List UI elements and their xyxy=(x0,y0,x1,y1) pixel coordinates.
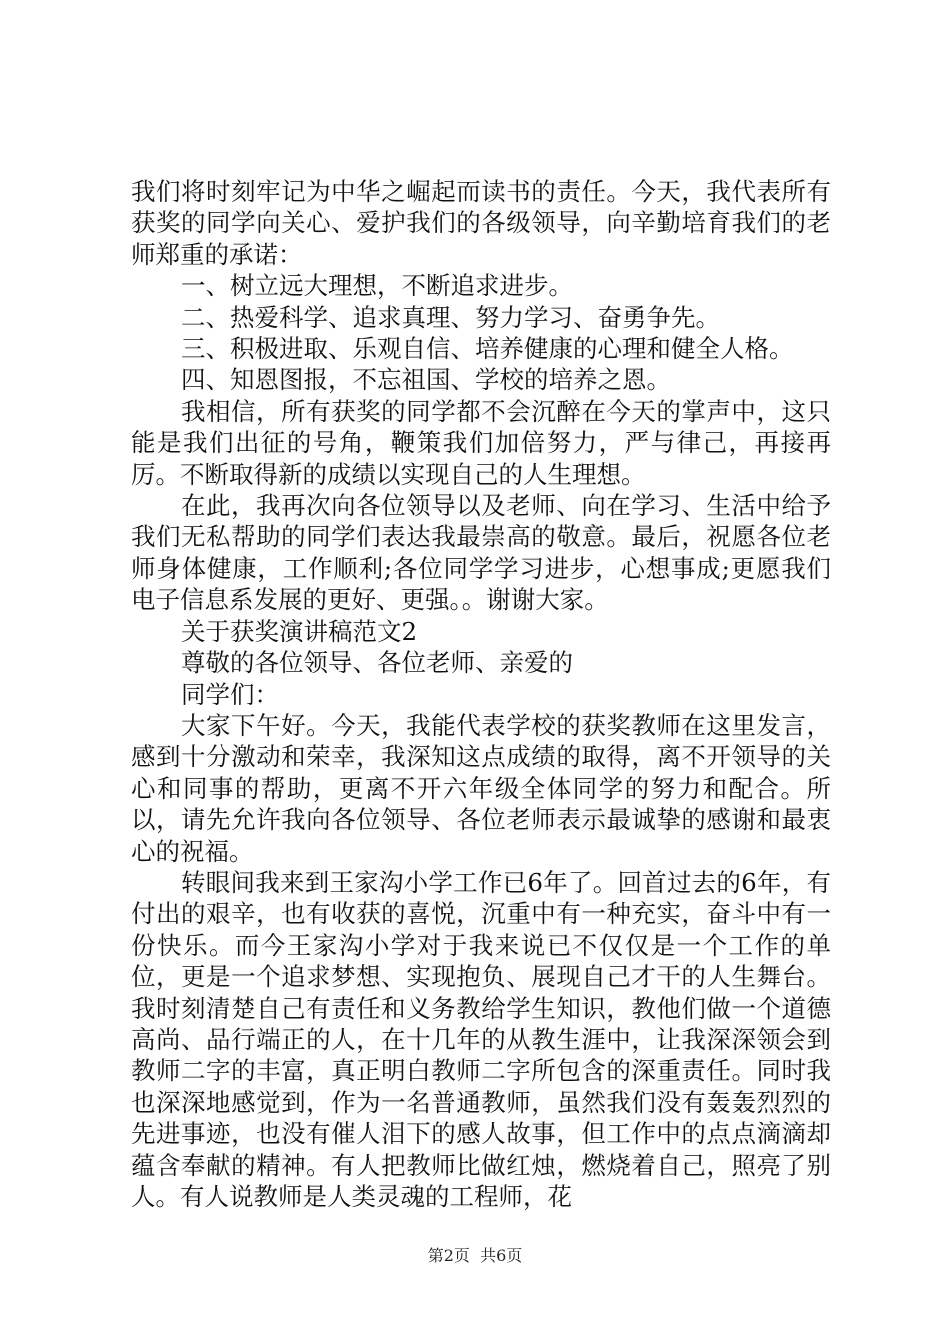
document-body xyxy=(131,176,831,1212)
paragraph: 我相信，所有获奖的同学都不会沉醉在今天的掌声中，这只能是我们出征的号角，鞭策我们加倍努力，严与律己，再接再厉。不断取得新的成绩以实现自己的人生理想。 xyxy=(131,396,831,489)
paragraph: 一、树立远大理想，不断追求进步。 xyxy=(181,271,573,301)
paragraph: 四、知恩图报，不忘祖国、学校的培养之恩。 xyxy=(181,365,671,395)
paragraph: 三、积极进取、乐观自信、培养健康的心理和健全人格。 xyxy=(181,334,794,364)
salutation: 尊敬的各位领导、各位老师、亲爱的 xyxy=(181,648,573,678)
paragraph: 在此，我再次向各位领导以及老师、向在学习、生活中给予我们无私帮助的同学们表达我最崇高的敬意。最后，祝愿各位老师身体健康，工作顺利;各位同学学习进步，心想事成;更愿我们电子信息系发展的更好、更强。。谢谢大家。 xyxy=(131,491,831,615)
section-heading: 关于获奖演讲稿范文2 xyxy=(181,616,418,646)
paragraph: 二、热爱科学、追求真理、努力学习、奋勇争先。 xyxy=(181,302,720,332)
paragraph: 大家下午好。今天，我能代表学校的获奖教师在这里发言，感到十分激动和荣幸，我深知这点成绩的取得，离不开领导的关心和同事的帮助，更离不开六年级全体同学的努力和配合。所以，请先允许我向各位领导、各位老师表示最诚挚的感谢和最衷心的祝福。 xyxy=(131,710,831,866)
page-number: 第2页 共6页 xyxy=(427,1246,523,1265)
paragraph: 转眼间我来到王家沟小学工作已6年了。回首过去的6年，有付出的艰辛，也有收获的喜悦，沉重中有一种充实，奋斗中有一份快乐。而今王家沟小学对于我来说已不仅仅是一个工作的单位，更是一个追求梦想、实现抱负、展现自己才干的人生舞台。我时刻清楚自己有责任和义务教给学生知识，教他们做一个道德高尚、品行端正的人，在十几年的从教生涯中，让我深深领会到教师二字的丰富，真正明白教师二字所包含的深重责任。同时我也深深地感觉到，作为一名普通教师，虽然我们没有轰轰烈烈的先进事迹，也没有催人泪下的感人故事，但工作中的点点滴滴却蕴含奉献的精神。有人把教师比做红烛，燃烧着自己，照亮了别人。有人说教师是人类灵魂的工程师，花 xyxy=(131,867,831,1211)
paragraph: 我们将时刻牢记为中华之崛起而读书的责任。今天，我代表所有获奖的同学向关心、爱护我们的各级领导，向辛勤培育我们的老师郑重的承诺： xyxy=(131,177,831,269)
salutation: 同学们： xyxy=(181,679,279,709)
